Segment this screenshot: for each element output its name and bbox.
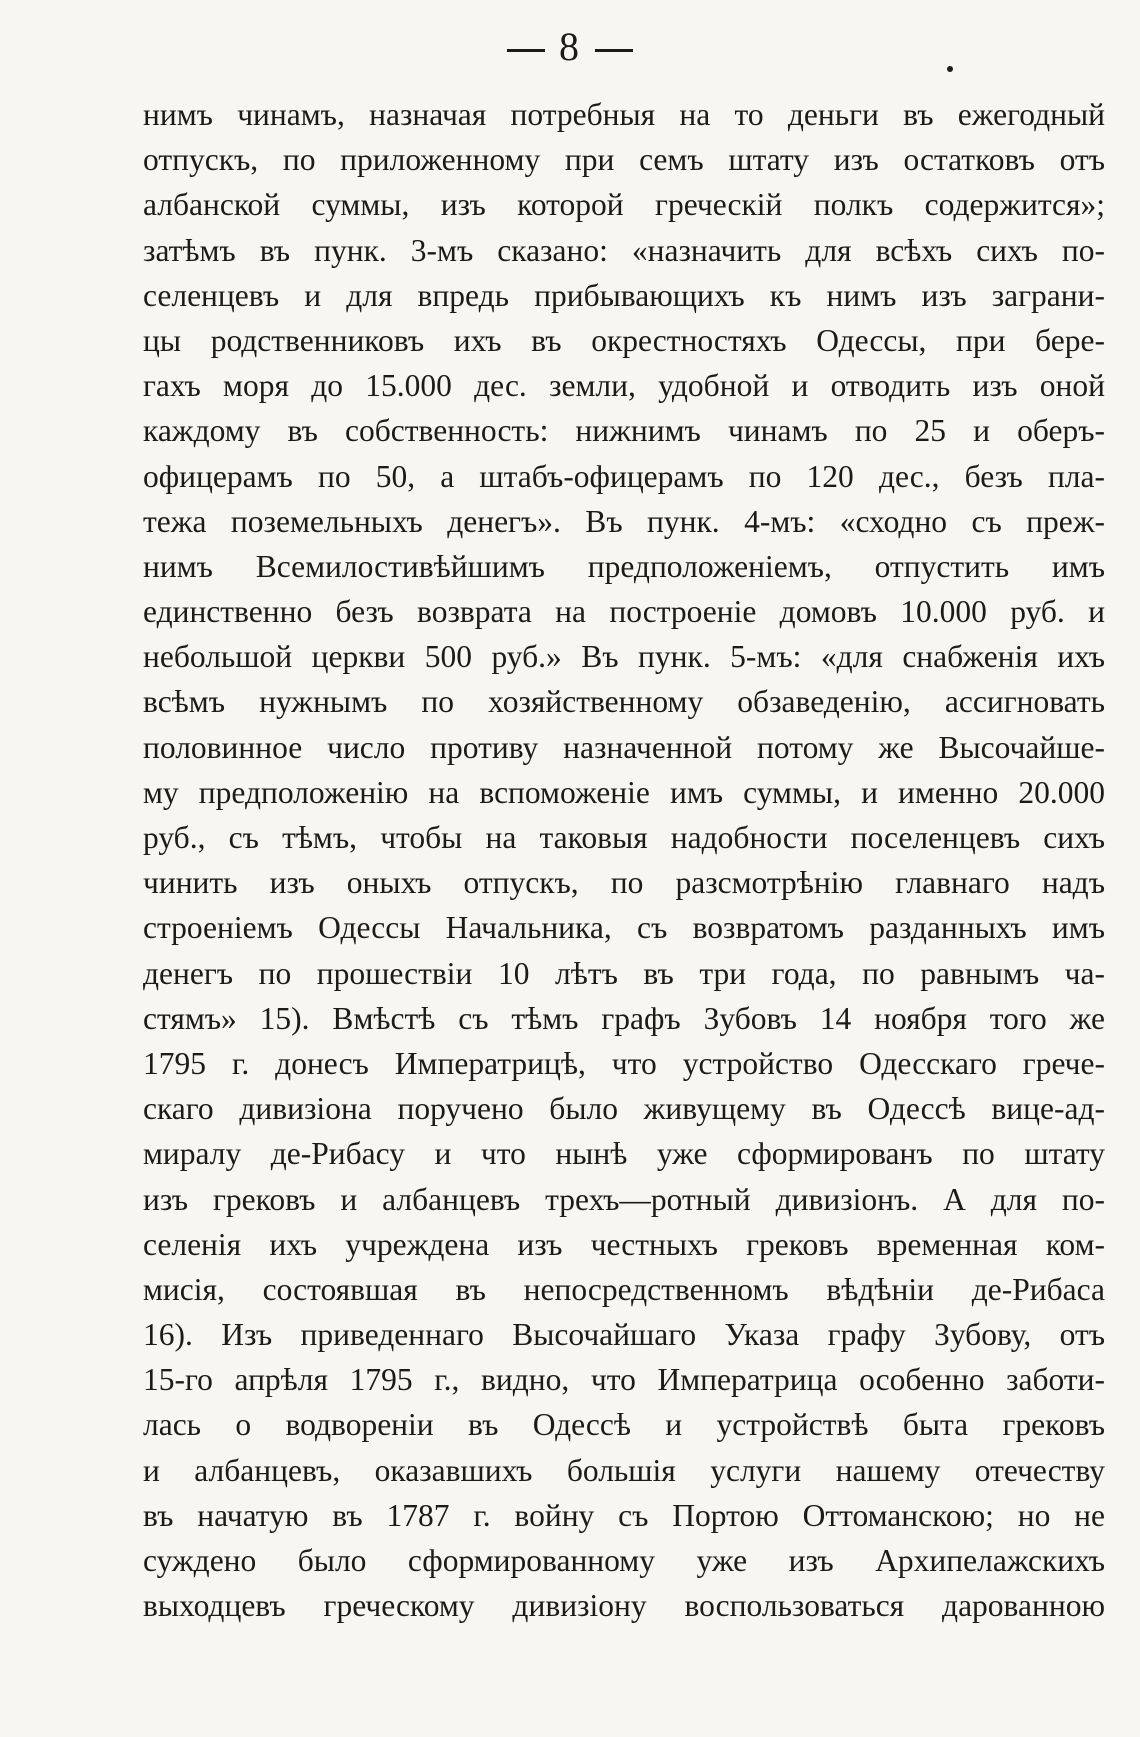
text-line: миралу де-Рибасу и что нынѣ уже сформированъ по штату	[143, 1136, 1105, 1172]
text-line: гахъ моря до 15.000 дес. земли, удобной и отводить изъ оной	[143, 368, 1105, 404]
text-line: 1795 г. донесъ Императрицѣ, что устройство Одесскаго грече-	[143, 1045, 1105, 1081]
text-line: 15-го апрѣля 1795 г., видно, что Императрица особенно заботи-	[143, 1362, 1105, 1398]
text-line: лась о водвореніи въ Одессѣ и устройствѣ быта грековъ	[143, 1407, 1105, 1443]
text-line: суждено было сформированному уже изъ Архипелажскихъ	[143, 1543, 1105, 1578]
text-line: и албанцевъ, оказавшихъ большія услуги нашему отечеству	[143, 1452, 1105, 1488]
text-line: руб., съ тѣмъ, чтобы на таковыя надобности поселенцевъ сихъ	[143, 820, 1105, 855]
text-line: всѣмъ нужнымъ по хозяйственному обзаведенію, ассигновать	[143, 684, 1105, 720]
text-line: цы родственниковъ ихъ въ окрестностяхъ Одессы, при бере-	[143, 322, 1105, 358]
text-line: денегъ по прошествіи 10 лѣтъ въ три года, по равнымъ ча-	[143, 955, 1105, 991]
text-line: тежа поземельныхъ денегъ». Въ пунк. 4-мъ: «сходно съ преж-	[143, 503, 1105, 539]
text-line: мисія, состоявшая въ непосредственномъ вѣдѣніи де-Рибаса	[143, 1271, 1105, 1307]
text-line: офицерамъ по 50, а штабъ-офицерамъ по 120 дес., безъ пла-	[143, 458, 1105, 494]
text-line: стямъ» 15). Вмѣстѣ съ тѣмъ графъ Зубовъ 14 ноября того же	[143, 1000, 1105, 1036]
body-text	[143, 92, 1105, 1628]
text-line: изъ грековъ и албанцевъ трехъ—ротный дивизіонъ. А для по-	[143, 1181, 1105, 1217]
header-rule-left	[507, 49, 545, 52]
text-line: селенцевъ и для впредь прибывающихъ къ нимъ изъ заграни-	[143, 277, 1105, 313]
text-line: каждому въ собственность: нижнимъ чинамъ по 25 и оберъ-	[143, 413, 1105, 449]
text-line: селенія ихъ учреждена изъ честныхъ грековъ временная ком-	[143, 1226, 1105, 1262]
text-line: затѣмъ въ пунк. 3-мъ сказано: «назначить для всѣхъ сихъ по-	[143, 232, 1105, 268]
text-line: 16). Изъ приведеннаго Высочайшаго Указа графу Зубову, отъ	[143, 1317, 1105, 1353]
header-rule-right	[595, 49, 633, 52]
text-line: выходцевъ греческому дивизіону воспользоваться дарованною	[143, 1588, 1105, 1624]
page-header	[0, 22, 1140, 72]
text-line: строеніемъ Одессы Начальника, съ возвратомъ разданныхъ имъ	[143, 910, 1105, 946]
text-line: скаго дивизіона поручено было живущему въ Одессѣ вице-ад-	[143, 1091, 1105, 1127]
text-line: отпускъ, по приложенному при семъ штату изъ остатковъ отъ	[143, 142, 1105, 178]
print-speck	[947, 66, 953, 72]
text-line: нимъ Всемилостивѣйшимъ предположеніемъ, отпустить имъ	[143, 548, 1105, 584]
text-line: въ начатую въ 1787 г. войну съ Портою Оттоманскою; но не	[143, 1497, 1105, 1533]
text-line: нимъ чинамъ, назначая потребныя на то деньги въ ежегодный	[143, 97, 1105, 132]
text-line: му предположенію на вспоможеніе имъ суммы, и именно 20.000	[143, 774, 1105, 810]
text-line: единственно безъ возврата на построеніе домовъ 10.000 руб. и	[143, 594, 1105, 630]
text-line: половинное число противу назначенной потому же Высочайше-	[143, 729, 1105, 765]
text-line: небольшой церкви 500 руб.» Въ пунк. 5-мъ: «для снабженія ихъ	[143, 639, 1105, 675]
page-number: 8	[559, 24, 581, 69]
text-line: албанской суммы, изъ которой греческій полкъ содержится»;	[143, 187, 1105, 223]
text-line: чинить изъ оныхъ отпускъ, по разсмотрѣнію главнаго надъ	[143, 865, 1105, 901]
